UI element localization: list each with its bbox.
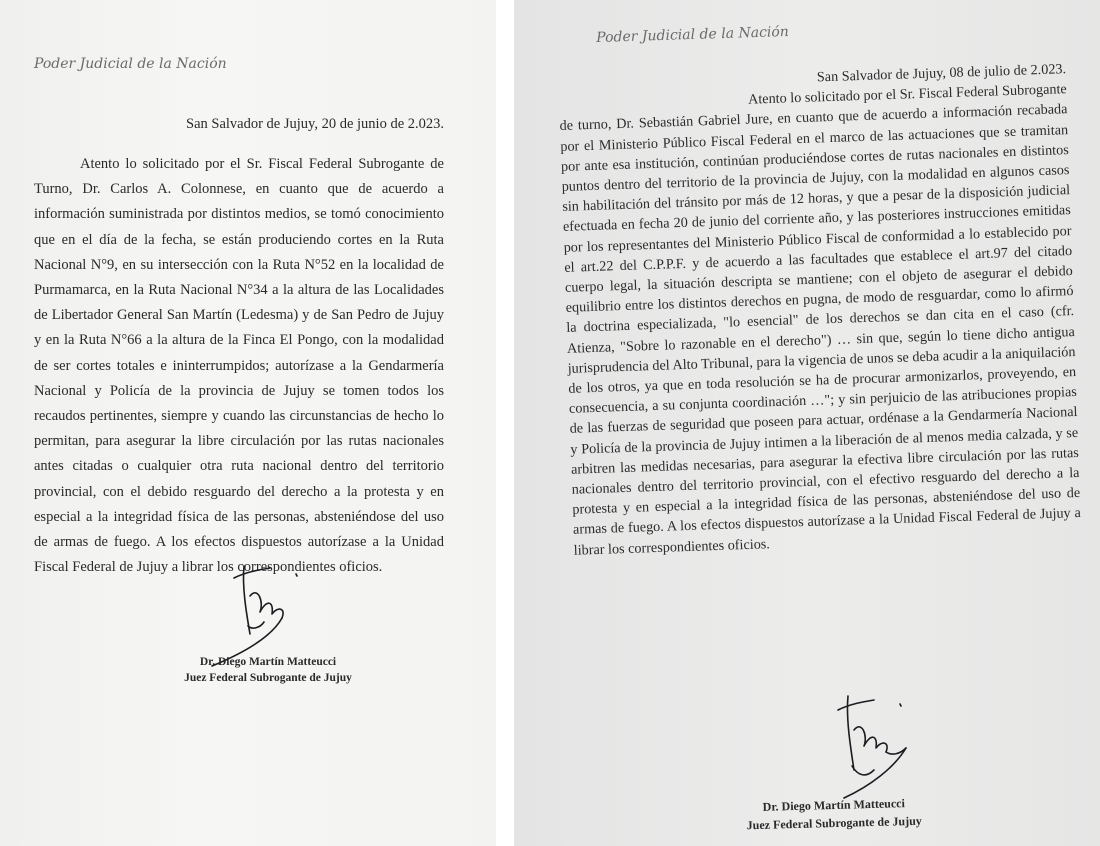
document-text-right	[558, 59, 1082, 560]
document-body-left	[34, 152, 444, 580]
letterhead-right: Poder Judicial de la Nación	[596, 23, 790, 46]
signer-name-right: Dr. Diego Martín Matteucci	[762, 796, 906, 814]
right-document-page	[514, 0, 1100, 846]
signer-title-right: Juez Federal Subrogante de Jujuy	[746, 813, 922, 833]
signer-name-left: Dr. Diego Martín Matteucci	[199, 656, 337, 668]
signature-block-right	[724, 793, 945, 835]
document-date-right: San Salvador de Jujuy, 08 de julio de 2.023.	[816, 61, 1067, 86]
body-text-right: de turno, Dr. Sebastián Gabriel Jure, en cuanto que de acuerdo a información recabada por el Ministerio Público Fiscal Federal en el marco de las actuaciones que se tramitan por ante esa institución, continúan produciéndose cortes de rutas nacionales en distintos puntos dentro del territorio de la provincia de Jujuy, con la modalidad en algunos casos sin habilitación del tránsito por más de 12 horas, y que a pesar de la disposición judicial efectuada en fecha 20 de junio del corriente año, y las posteriores instrucciones emitidas por los representantes del Ministerio Público Fiscal de conformidad a lo establecido por el art.22 del C.P.P.F. y de acuerdo a las facultades que establece el art.97 del citado cuerpo legal, la situación descripta se mantiene; con el objeto de asegurar el debido equilibrio entre los distintos derechos en pugna, de modo de resguardar, como lo afirmó la doctrina especializada, "lo esencial" de los derechos se dan cita en el caso (cfr. Atienza, "Sobre lo razonable en el derecho") … sin que, según lo tiene dicho antigua jurisprudencia del Alto Tribunal, para la vigencia de unos se deba acudir a la aniquilación de los otros, ya que en toda resolución se ha de procurar armonizarlos, proveyendo, en consecuencia, a su conjunta coordinación …"; y sin perjuicio de las atribuciones propias de las fuerzas de seguridad que poseen para actuar, ordénase a la Gendarmería Nacional y Policía de la provincia de Jujuy intimen a la liberación de al menos media calzada, y se arbitren las medidas necesarias, para asegurar la efectiva libre circulación por las rutas nacionales dentro del territorio provincial, con el efectivo resguardo del derecho a la protesta y en especial a la integridad física de las personas, absteniéndose del uso de armas de fuego. A los efectos dispuestos autorízase a la Unidad Fiscal Federal de Jujuy a librar los correspondientes oficios.	[559, 101, 1082, 559]
document-date-left: San Salvador de Jujuy, 20 de junio de 2.023.	[186, 116, 445, 132]
handwritten-signature-right	[814, 690, 934, 800]
body-first-line-right: Atento lo solicitado por el Sr. Fiscal Federal Subrogante	[747, 81, 1067, 108]
signature-block-left	[168, 654, 368, 686]
handwritten-signature-left	[206, 556, 326, 668]
left-document-page	[0, 0, 496, 846]
letterhead-left: Poder Judicial de la Nación	[34, 56, 227, 72]
signer-title-left: Juez Federal Subrogante de Jujuy	[184, 672, 352, 684]
body-text-left: Atento lo solicitado por el Sr. Fiscal Federal Subrogante de Turno, Dr. Carlos A. Colonnese, en cuanto que de acuerdo a información suministrada por distintos medios, se tomó conocimiento que en el día de la fecha, se están produciendo cortes en la Ruta Nacional N°9, en su intersección con la Ruta N°52 en la localidad de Purmamarca, en la Ruta Nacional N°34 a la altura de las Localidades de Libertador General San Martín (Ledesma) y de San Pedro de Jujuy y en la Ruta N°66 a la altura de la Finca El Pongo, con la modalidad de ser cortes totales e ininterrumpidos; autorízase a la Gendarmería Nacional y Policía de la provincia de Jujuy se tomen todos los recaudos pertinentes, siempre y cuando las circunstancias de hecho lo permitan, para asegurar la libre circulación por las rutas nacionales antes citadas o cualquier otra ruta nacional dentro del territorio provincial, con el debido resguardo del derecho a la protesta y en especial a la integridad física de las personas, absteniéndose del uso de armas de fuego. A los efectos dispuestos autorízase a la Unidad Fiscal Federal de Jujuy a librar los correspondientes oficios.	[34, 156, 444, 576]
